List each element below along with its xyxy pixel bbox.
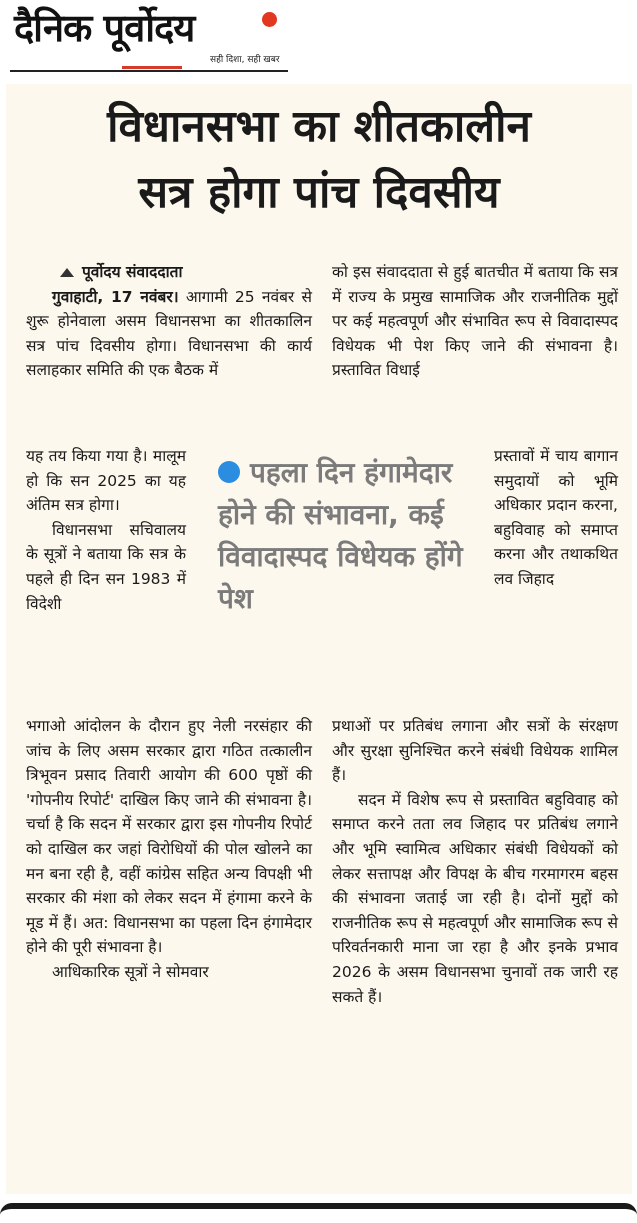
paragraph-1 <box>26 285 312 383</box>
column-left-top <box>26 260 312 383</box>
paragraph-4: सदन में विशेष रूप से प्रस्तावित बहुविवाह को समाप्त करने तता लव जिहाद पर प्रतिबंध लगाने और भूमि स्वामित्व अधिकार संबंधी विधेयकों को लेकर सत्तापक्ष और विपक्ष के बीच गरमागरम बहस की संभावना जताई जा रही है। दोनों मुद्दों को राजनीतिक रूप से महत्वपूर्ण और सामाजिक रूप से परिवर्तनकारी माना जा रहा है और इनके प्रभाव 2026 के असम विधानसभा चुनावों तक जारी रह सकते हैं। <box>332 790 618 1006</box>
newspaper-logo: दैनिक पूर्वोदय <box>14 6 195 50</box>
paragraph-3-right-bottom: प्रथाओं पर प्रतिबंध लगाना और सत्रों के संरक्षण और सुरक्षा सुनिश्चित करने संबंधी विधेयक शामिल हैं। <box>332 717 618 785</box>
paragraph-1-continued: यह तय किया गया है। मालूम हो कि सन 2025 का यह अंतिम सत्र होगा। <box>26 447 186 515</box>
paragraph-2-start: विधानसभा सचिवालय के सूत्रों ने बताया कि सत्र के पहले ही दिन सन 1983 में विदेशी <box>26 520 186 613</box>
paragraph-3-right-top: को इस संवाददाता से हुई बातचीत में बताया कि सत्र में राज्य के प्रमुख सामाजिक और राजनीतिक मुद्दों पर कई महत्वपूर्ण और संभावित रूप से विवादास्पद विधेयक भी पेश किए जाने की संभावना है। प्रस्तावित विधाई <box>332 263 618 380</box>
headline-line-1: विधानसभा का शीतकालीन <box>107 101 531 152</box>
headline-line-2: सत्र होगा पांच दिवसीय <box>138 167 500 218</box>
byline <box>26 260 312 285</box>
byline-triangle-icon <box>60 268 74 277</box>
dateline: गुवाहाटी, 17 नवंबर। <box>52 287 179 306</box>
column-left-bottom <box>26 714 312 985</box>
column-right-top <box>332 260 618 383</box>
masthead-accent-rule <box>122 66 182 69</box>
next-article-border <box>0 1203 637 1223</box>
pull-quote-bullet-icon <box>218 461 240 483</box>
tagline: सही दिशा, सही खबर <box>210 55 280 65</box>
paragraph-3-start: आधिकारिक सूत्रों ने सोमवार <box>52 962 209 981</box>
headline <box>6 94 632 226</box>
news-article <box>6 84 632 1194</box>
column-left-narrow <box>26 444 186 616</box>
logo-dot-icon <box>262 12 277 27</box>
masthead-rule <box>10 70 288 72</box>
column-right-bottom <box>332 714 618 1009</box>
column-right-narrow <box>494 444 618 592</box>
masthead <box>0 0 637 80</box>
paragraph-2-rest: भगाओ आंदोलन के दौरान हुए नेली नरसंहार की जांच के लिए असम सरकार द्वारा गठित तत्कालीन त्रिभूवन प्रसाद तिवारी आयोग की 600 पृष्ठों की 'गोपनीय रिपोर्ट' दाखिल किए जाने की संभावना है। चर्चा है कि सदन में सरकार द्वारा इस गोपनीय रिपोर्ट को दाखिल कर जहां विरोधियों की पोल खोलने का मन बना रही है, वहीं कांग्रेस सहित अन्य विपक्षी भी सरकार की मंशा को लेकर सदन में हंगामा करने के मूड में हैं। अत: विधानसभा का पहला दिन हंगामेदार होने की पूरी संभावना है। <box>26 717 312 957</box>
pull-quote-text: पहला दिन हंगामेदार होने की संभावना, कई विवादास्पद विधेयक होंगे पेश <box>218 456 463 615</box>
pull-quote <box>218 452 490 620</box>
paragraph-3-right-mid: प्रस्तावों में चाय बागान समुदायों को भूमि अधिकार प्रदान करना, बहुविवाह को समाप्त करना और तथाकथित लव जिहाद <box>494 447 618 588</box>
paragraph-1-text: आगामी 25 नवंबर से शुरू होनेवाला असम विधानसभा का शीतकालिन सत्र पांच दिवसीय होगा। विधानसभा की कार्य सलाहकार समिति की एक बैठक में <box>26 287 312 380</box>
byline-text: पूर्वोदय संवाददाता <box>82 263 183 281</box>
